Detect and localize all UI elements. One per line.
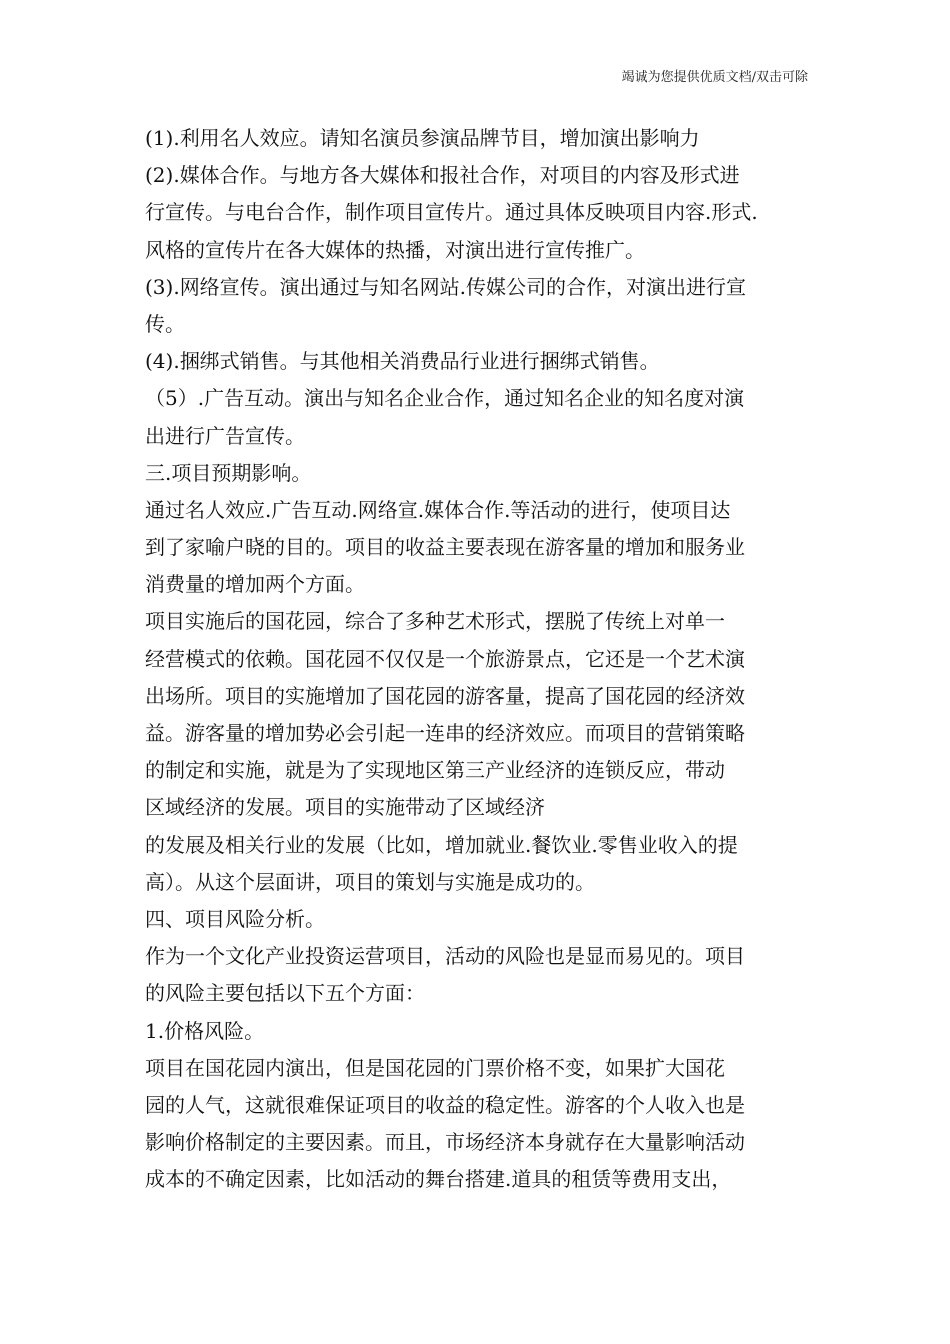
subsection-heading: 1.价格风险。 xyxy=(145,1018,265,1043)
text-line: 区域经济的发展。项目的实施带动了区域经济 xyxy=(145,795,545,820)
text-line: 影响价格制定的主要因素。而且，市场经济本身就存在大量影响活动 xyxy=(145,1130,745,1155)
text-line: 出场所。项目的实施增加了国花园的游客量，提高了国花园的经济效 xyxy=(145,683,745,708)
text-line: 成本的不确定因素，比如活动的舞台搭建.道具的租赁等费用支出， xyxy=(145,1167,732,1192)
text-line: 园的人气，这就很难保证项目的收益的稳定性。游客的个人收入也是 xyxy=(145,1092,745,1117)
text-line: 益。游客量的增加势必会引起一连串的经济效应。而项目的营销策略 xyxy=(145,721,745,745)
text-line: 作为一个文化产业投资运营项目，活动的风险也是显而易见的。项目 xyxy=(145,944,745,969)
text-line: 通过名人效应.广告互动.网络宣.媒体合作.等活动的进行，使项目达 xyxy=(145,497,731,522)
text-line: （5）.广告互动。演出与知名企业合作，通过知名企业的知名度对演 xyxy=(145,386,745,411)
text-line: 高）。从这个层面讲，项目的策划与实施是成功的。 xyxy=(145,869,595,894)
section-heading: 四、项目风险分析。 xyxy=(145,906,325,931)
text-line: 项目实施后的国花园，综合了多种艺术形式，摆脱了传统上对单一 xyxy=(145,609,725,634)
text-line: 到了家喻户晓的目的。项目的收益主要表现在游客量的增加和服务业 xyxy=(145,535,745,560)
text-line: (1).利用名人效应。请知名演员参演品牌节目，增加演出影响力 xyxy=(145,126,700,150)
text-line: 消费量的增加两个方面。 xyxy=(145,572,365,597)
text-line: 出进行广告宣传。 xyxy=(145,423,305,448)
text-line: (4).捆绑式销售。与其他相关消费品行业进行捆绑式销售。 xyxy=(145,349,660,374)
text-line: 的发展及相关行业的发展（比如，增加就业.餐饮业.零售业收入的提 xyxy=(145,832,738,857)
text-line: 行宣传。与电台合作，制作项目宣传片。通过具体反映项目内容.形式. xyxy=(145,200,758,225)
text-line: 风格的宣传片在各大媒体的热播，对演出进行宣传推广。 xyxy=(145,237,645,262)
text-line: 的制定和实施，就是为了实现地区第三产业经济的连锁反应，带动 xyxy=(145,758,725,783)
text-line: 项目在国花园内演出，但是国花园的门票价格不变，如果扩大国花 xyxy=(145,1055,725,1080)
text-line: (3).网络宣传。演出通过与知名网站.传媒公司的合作，对演出进行宣 xyxy=(145,274,747,299)
text-line: 经营模式的依赖。国花园不仅仅是一个旅游景点，它还是一个艺术演 xyxy=(145,646,745,671)
header-note: 竭诚为您提供优质文档/双击可除 xyxy=(621,70,808,85)
text-line: 的风险主要包括以下五个方面： xyxy=(145,981,425,1006)
body-text xyxy=(145,120,815,1198)
section-heading: 三.项目预期影响。 xyxy=(145,460,312,485)
text-line: 传。 xyxy=(145,311,185,336)
text-line: (2).媒体合作。与地方各大媒体和报社合作，对项目的内容及形式进 xyxy=(145,163,740,188)
